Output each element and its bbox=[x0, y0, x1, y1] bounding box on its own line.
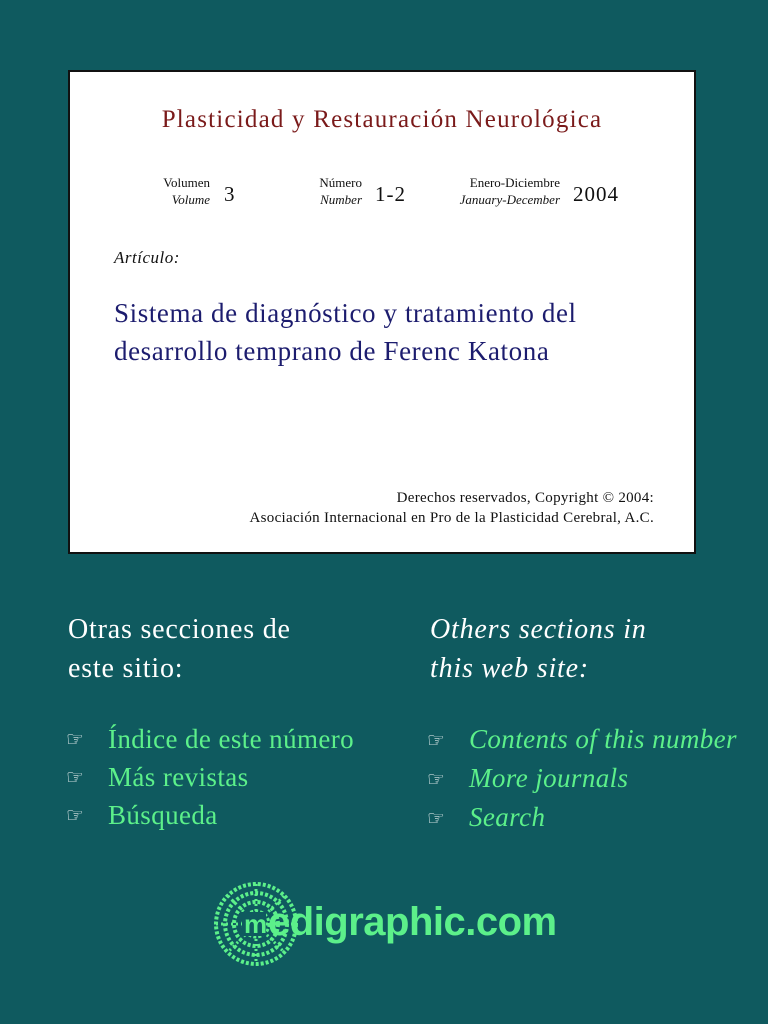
links-list-en bbox=[427, 720, 737, 837]
list-item[interactable] bbox=[66, 796, 354, 834]
medigraphic-logo[interactable] bbox=[214, 878, 574, 978]
pointing-hand-icon: ☞ bbox=[66, 765, 84, 789]
copyright-line1: Derechos reservados, Copyright © 2004: bbox=[396, 490, 654, 506]
journal-title: Plasticidad y Restauración Neurológica bbox=[161, 106, 603, 133]
logo-text[interactable]: edigraphic.com bbox=[268, 900, 557, 944]
number-value: 1-2 bbox=[375, 182, 406, 206]
list-item[interactable] bbox=[427, 720, 737, 759]
links-list-es bbox=[66, 720, 354, 834]
link-contents[interactable]: Contents of this number bbox=[469, 724, 737, 754]
article-card bbox=[68, 70, 696, 554]
volume-label bbox=[140, 174, 210, 208]
number-label-es: Número bbox=[319, 175, 362, 190]
copyright-notice bbox=[250, 488, 655, 528]
link-more-journals[interactable]: More journals bbox=[469, 763, 629, 793]
sections-heading-es bbox=[68, 610, 291, 688]
sections-heading-en-line2: this web site: bbox=[430, 653, 589, 684]
number-label-en: Number bbox=[320, 192, 362, 207]
number-label bbox=[288, 174, 362, 208]
article-label: Artículo: bbox=[114, 248, 180, 267]
article-title bbox=[114, 294, 674, 370]
period-label bbox=[426, 174, 560, 208]
list-item[interactable] bbox=[66, 720, 354, 758]
pointing-hand-icon: ☞ bbox=[427, 727, 445, 752]
article-title-line2: desarrollo temprano de Ferenc Katona bbox=[114, 336, 550, 366]
pointing-hand-icon: ☞ bbox=[427, 805, 445, 830]
volume-label-en: Volume bbox=[171, 192, 210, 207]
pointing-hand-icon: ☞ bbox=[427, 766, 445, 791]
period-label-es: Enero-Diciembre bbox=[469, 175, 560, 190]
sections-heading-en-line1: Others sections in bbox=[430, 614, 647, 645]
link-search[interactable]: Search bbox=[469, 802, 546, 832]
link-mas-revistas[interactable]: Más revistas bbox=[108, 761, 249, 792]
list-item[interactable] bbox=[427, 759, 737, 798]
link-indice[interactable]: Índice de este número bbox=[108, 723, 355, 754]
list-item[interactable] bbox=[66, 758, 354, 796]
link-busqueda[interactable]: Búsqueda bbox=[108, 799, 218, 830]
copyright-line2: Asociación Internacional en Pro de la Plasticidad Cerebral, A.C. bbox=[249, 510, 654, 526]
sections-heading-en bbox=[430, 610, 647, 688]
pointing-hand-icon: ☞ bbox=[66, 727, 84, 751]
article-title-line1: Sistema de diagnóstico y tratamiento del bbox=[114, 298, 577, 328]
issue-info-row bbox=[70, 174, 694, 214]
volume-label-es: Volumen bbox=[163, 175, 210, 190]
volume-value: 3 bbox=[224, 182, 236, 206]
period-label-en: January-December bbox=[459, 192, 560, 207]
sections-heading-es-line1: Otras secciones de bbox=[68, 614, 291, 645]
sections-heading-es-line2: este sitio: bbox=[68, 653, 184, 684]
svg-text:m: m bbox=[244, 909, 268, 939]
pointing-hand-icon: ☞ bbox=[66, 803, 84, 827]
year-value: 2004 bbox=[573, 182, 619, 206]
list-item[interactable] bbox=[427, 798, 737, 837]
